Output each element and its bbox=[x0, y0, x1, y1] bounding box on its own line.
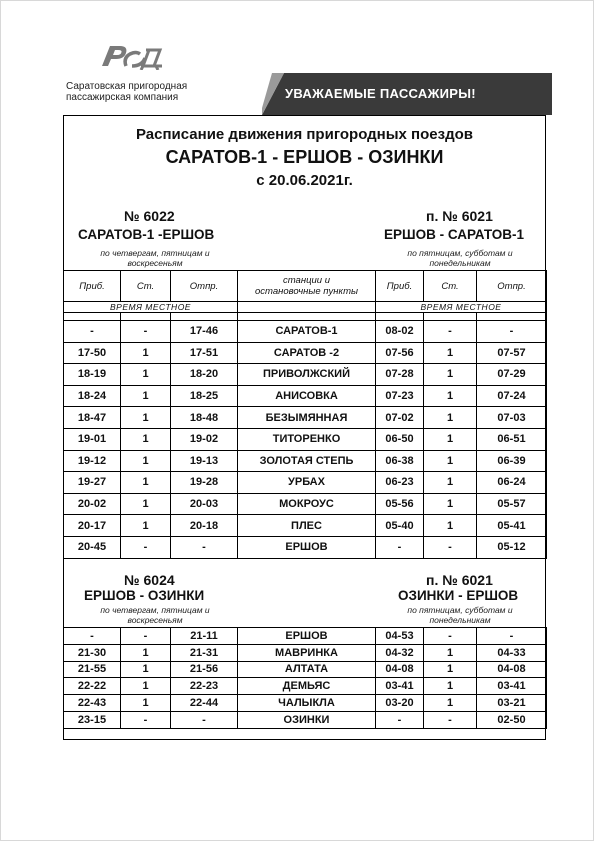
departure-cell: 07-29 bbox=[477, 364, 547, 386]
departure-cell: 21-56 bbox=[171, 661, 238, 678]
table-row bbox=[64, 364, 547, 386]
local-time-label: ВРЕМЯ МЕСТНОЕ bbox=[64, 302, 238, 313]
col-departure: Отпр. bbox=[171, 271, 238, 302]
rzd-logo-icon bbox=[96, 40, 166, 70]
departure-cell: - bbox=[171, 536, 238, 558]
stop-cell: 1 bbox=[121, 364, 171, 386]
stop-cell: 1 bbox=[424, 695, 477, 712]
arrival-cell: 03-20 bbox=[376, 695, 424, 712]
departure-cell: 05-57 bbox=[477, 493, 547, 515]
departure-cell: 18-25 bbox=[171, 385, 238, 407]
departure-cell: 07-57 bbox=[477, 342, 547, 364]
arrival-cell: 04-08 bbox=[376, 661, 424, 678]
col-stop: Ст. bbox=[424, 271, 477, 302]
col-arrival: Приб. bbox=[64, 271, 121, 302]
arrival-cell: 07-28 bbox=[376, 364, 424, 386]
arrival-cell: 21-30 bbox=[64, 644, 121, 661]
stop-cell: 1 bbox=[121, 385, 171, 407]
table-row bbox=[64, 678, 547, 695]
table-row bbox=[64, 644, 547, 661]
days-right: по пятницам, субботам и понедельникам bbox=[407, 248, 513, 268]
arrival-cell: 03-41 bbox=[376, 678, 424, 695]
stop-cell: 1 bbox=[121, 695, 171, 712]
route-right-2: ОЗИНКИ - ЕРШОВ bbox=[398, 588, 519, 603]
departure-cell: 21-11 bbox=[171, 628, 238, 645]
local-time-row bbox=[64, 302, 547, 313]
station-cell: ПРИВОЛЖСКИЙ bbox=[238, 364, 376, 386]
table-row bbox=[64, 661, 547, 678]
stop-cell: 1 bbox=[121, 342, 171, 364]
departure-cell: - bbox=[477, 321, 547, 343]
arrival-cell: 05-56 bbox=[376, 493, 424, 515]
departure-cell: 04-33 bbox=[477, 644, 547, 661]
col-stations: станции и остановочные пункты bbox=[238, 271, 376, 302]
table-row bbox=[64, 428, 547, 450]
stop-cell: 1 bbox=[121, 678, 171, 695]
stop-cell: 1 bbox=[121, 450, 171, 472]
arrival-cell: 06-38 bbox=[376, 450, 424, 472]
departure-cell: 17-51 bbox=[171, 342, 238, 364]
col-departure: Отпр. bbox=[477, 271, 547, 302]
departure-cell: 07-03 bbox=[477, 407, 547, 429]
company-name-line2: пассажирская компания bbox=[66, 92, 179, 103]
departure-cell: 18-20 bbox=[171, 364, 238, 386]
station-cell: ЕРШОВ bbox=[238, 628, 376, 645]
company-header bbox=[66, 40, 236, 103]
arrival-cell: 20-17 bbox=[64, 515, 121, 537]
station-cell: ОЗИНКИ bbox=[238, 711, 376, 728]
departure-cell: 02-50 bbox=[477, 711, 547, 728]
stop-cell: 1 bbox=[424, 515, 477, 537]
stop-cell: 1 bbox=[424, 661, 477, 678]
station-cell: ЗОЛОТАЯ СТЕПЬ bbox=[238, 450, 376, 472]
schedule-table-2 bbox=[63, 627, 547, 729]
departure-cell: 07-24 bbox=[477, 385, 547, 407]
banner-title: УВАЖАЕМЫЕ ПАССАЖИРЫ! bbox=[285, 86, 476, 101]
stop-cell: 1 bbox=[424, 407, 477, 429]
arrival-cell: 17-50 bbox=[64, 342, 121, 364]
stop-cell: 1 bbox=[121, 515, 171, 537]
arrival-cell: 19-01 bbox=[64, 428, 121, 450]
departure-cell: 21-31 bbox=[171, 644, 238, 661]
local-time-label: ВРЕМЯ МЕСТНОЕ bbox=[376, 302, 547, 313]
spacer-row bbox=[64, 313, 547, 321]
table-row bbox=[64, 450, 547, 472]
arrival-cell: 23-15 bbox=[64, 711, 121, 728]
table-row bbox=[64, 385, 547, 407]
station-cell: АЛТАТА bbox=[238, 661, 376, 678]
arrival-cell: 22-43 bbox=[64, 695, 121, 712]
departure-cell: 19-13 bbox=[171, 450, 238, 472]
stop-cell: 1 bbox=[121, 661, 171, 678]
arrival-cell: - bbox=[64, 321, 121, 343]
table-row bbox=[64, 472, 547, 494]
arrival-cell: 07-23 bbox=[376, 385, 424, 407]
station-cell: МОКРОУС bbox=[238, 493, 376, 515]
station-cell: ДЕМЬЯС bbox=[238, 678, 376, 695]
stop-cell: 1 bbox=[424, 364, 477, 386]
schedule-title: Расписание движения пригородных поездов bbox=[136, 126, 473, 143]
route-left-2: ЕРШОВ - ОЗИНКИ bbox=[84, 588, 205, 603]
arrival-cell: 18-24 bbox=[64, 385, 121, 407]
departure-cell: 18-48 bbox=[171, 407, 238, 429]
table-row bbox=[64, 493, 547, 515]
stop-cell: 1 bbox=[424, 428, 477, 450]
days-right-2: по пятницам, субботам и понедельникам bbox=[407, 605, 513, 625]
departure-cell: 04-08 bbox=[477, 661, 547, 678]
departure-cell: 20-18 bbox=[171, 515, 238, 537]
stop-cell: 1 bbox=[121, 493, 171, 515]
stop-cell: - bbox=[121, 321, 171, 343]
schedule-table-1 bbox=[63, 270, 547, 559]
arrival-cell: 07-56 bbox=[376, 342, 424, 364]
stop-cell: - bbox=[424, 321, 477, 343]
days-left-2: по четвергам, пятницам и воскресеньям bbox=[100, 605, 210, 625]
stop-cell: - bbox=[424, 536, 477, 558]
station-cell: ПЛЕС bbox=[238, 515, 376, 537]
arrival-cell: 22-22 bbox=[64, 678, 121, 695]
stop-cell: - bbox=[121, 536, 171, 558]
arrival-cell: 20-02 bbox=[64, 493, 121, 515]
col-arrival: Приб. bbox=[376, 271, 424, 302]
departure-cell: 06-39 bbox=[477, 450, 547, 472]
station-cell: БЕЗЫМЯННАЯ bbox=[238, 407, 376, 429]
arrival-cell: 05-40 bbox=[376, 515, 424, 537]
departure-cell: 05-12 bbox=[477, 536, 547, 558]
table-row bbox=[64, 407, 547, 429]
company-name-line1: Саратовская пригородная bbox=[66, 81, 188, 92]
station-cell: УРБАХ bbox=[238, 472, 376, 494]
stop-cell: 1 bbox=[424, 385, 477, 407]
arrival-cell: - bbox=[376, 711, 424, 728]
station-cell: САРАТОВ -2 bbox=[238, 342, 376, 364]
arrival-cell: 04-53 bbox=[376, 628, 424, 645]
stop-cell: 1 bbox=[121, 407, 171, 429]
stop-cell: 1 bbox=[121, 428, 171, 450]
route-left: САРАТОВ-1 -ЕРШОВ bbox=[78, 227, 215, 242]
stop-cell: - bbox=[121, 711, 171, 728]
col-stop: Ст. bbox=[121, 271, 171, 302]
departure-cell: - bbox=[477, 628, 547, 645]
arrival-cell: 06-23 bbox=[376, 472, 424, 494]
departure-cell: 19-28 bbox=[171, 472, 238, 494]
route-right: ЕРШОВ - САРАТОВ-1 bbox=[384, 227, 525, 242]
stop-cell: 1 bbox=[424, 493, 477, 515]
departure-cell: 03-41 bbox=[477, 678, 547, 695]
station-cell: ЕРШОВ bbox=[238, 536, 376, 558]
table-row bbox=[64, 628, 547, 645]
stop-cell: 1 bbox=[424, 472, 477, 494]
arrival-cell: 20-45 bbox=[64, 536, 121, 558]
stop-cell: 1 bbox=[424, 678, 477, 695]
arrival-cell: 06-50 bbox=[376, 428, 424, 450]
table-1-body bbox=[64, 321, 547, 559]
train-number-left: № 6022 bbox=[124, 208, 175, 224]
table-row bbox=[64, 342, 547, 364]
departure-cell: 06-24 bbox=[477, 472, 547, 494]
stop-cell: 1 bbox=[121, 472, 171, 494]
arrival-cell: 07-02 bbox=[376, 407, 424, 429]
station-cell: ЧАЛЫКЛА bbox=[238, 695, 376, 712]
table-row bbox=[64, 536, 547, 558]
table-row bbox=[64, 321, 547, 343]
stop-cell: - bbox=[424, 628, 477, 645]
arrival-cell: 08-02 bbox=[376, 321, 424, 343]
arrival-cell: 21-55 bbox=[64, 661, 121, 678]
stop-cell: 1 bbox=[121, 644, 171, 661]
table-row bbox=[64, 515, 547, 537]
train-number-left-2: № 6024 bbox=[124, 572, 175, 588]
effective-date: с 20.06.2021г. bbox=[256, 172, 353, 189]
train-number-right-2: п. № 6021 bbox=[426, 572, 493, 588]
departure-cell: 20-03 bbox=[171, 493, 238, 515]
table-row bbox=[64, 695, 547, 712]
route-title: САРАТОВ-1 - ЕРШОВ - ОЗИНКИ bbox=[165, 147, 444, 167]
arrival-cell: 04-32 bbox=[376, 644, 424, 661]
departure-cell: 17-46 bbox=[171, 321, 238, 343]
arrival-cell: - bbox=[376, 536, 424, 558]
arrival-cell: 19-27 bbox=[64, 472, 121, 494]
table-header bbox=[64, 271, 547, 302]
departure-cell: 22-23 bbox=[171, 678, 238, 695]
table-row bbox=[64, 711, 547, 728]
arrival-cell: 18-19 bbox=[64, 364, 121, 386]
station-cell: МАВРИНКА bbox=[238, 644, 376, 661]
arrival-cell: 18-47 bbox=[64, 407, 121, 429]
stop-cell: 1 bbox=[424, 450, 477, 472]
station-cell: САРАТОВ-1 bbox=[238, 321, 376, 343]
table-2-body bbox=[64, 628, 547, 729]
departure-cell: 05-41 bbox=[477, 515, 547, 537]
arrival-cell: 19-12 bbox=[64, 450, 121, 472]
stop-cell: - bbox=[424, 711, 477, 728]
arrival-cell: - bbox=[64, 628, 121, 645]
departure-cell: 22-44 bbox=[171, 695, 238, 712]
stop-cell: 1 bbox=[424, 644, 477, 661]
departure-cell: 06-51 bbox=[477, 428, 547, 450]
departure-cell: 19-02 bbox=[171, 428, 238, 450]
departure-cell: - bbox=[171, 711, 238, 728]
stop-cell: - bbox=[121, 628, 171, 645]
station-cell: ТИТОРЕНКО bbox=[238, 428, 376, 450]
train-number-right: п. № 6021 bbox=[426, 208, 493, 224]
stop-cell: 1 bbox=[424, 342, 477, 364]
days-left: по четвергам, пятницам и воскресеньям bbox=[100, 248, 210, 268]
departure-cell: 03-21 bbox=[477, 695, 547, 712]
station-cell: АНИСОВКА bbox=[238, 385, 376, 407]
